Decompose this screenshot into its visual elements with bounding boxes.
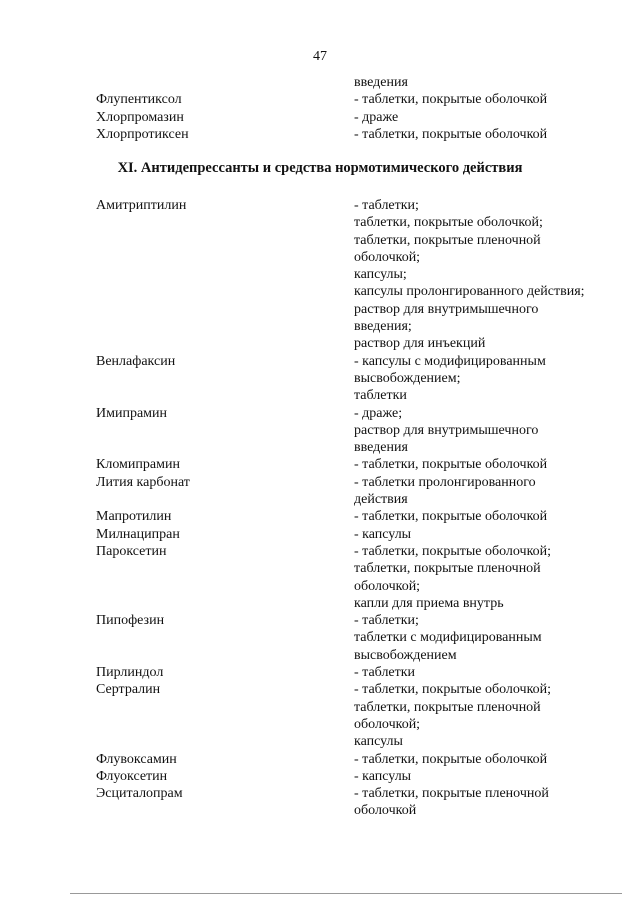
dosage-form-line: оболочкой; xyxy=(354,249,421,265)
drug-entry xyxy=(0,751,640,768)
drug-name: Пипофезин xyxy=(96,613,165,629)
drug-entry xyxy=(0,405,640,457)
dosage-form-line: - капсулы xyxy=(354,768,412,784)
dosage-form-line: таблетки, покрытые пленочной xyxy=(354,232,541,248)
dosage-form-line: капсулы; xyxy=(354,267,407,283)
dosage-form-line: раствор для внутримышечного xyxy=(354,422,539,438)
drug-entry xyxy=(0,768,640,785)
dosage-forms xyxy=(354,405,624,457)
drug-entry xyxy=(0,353,640,405)
drug-entry xyxy=(0,197,640,353)
dosage-form-line: оболочкой; xyxy=(354,716,421,732)
drug-name: Флувоксамин xyxy=(96,751,177,767)
dosage-form-line: таблетки, покрытые оболочкой; xyxy=(354,215,543,231)
dosage-form-line: таблетки с модифицированным xyxy=(354,630,542,646)
drug-entry xyxy=(0,508,640,525)
dosage-form-line: таблетки, покрытые пленочной xyxy=(354,699,541,715)
drug-entry xyxy=(0,664,640,681)
scan-edge-line xyxy=(70,893,622,894)
drug-entry xyxy=(0,74,640,91)
drug-entry xyxy=(0,612,640,664)
dosage-form-line: раствор для инъекций xyxy=(354,336,486,352)
dosage-form-line: - таблетки пролонгированного xyxy=(354,474,536,490)
dosage-forms xyxy=(354,612,624,664)
dosage-form-line: высвобождением; xyxy=(354,370,461,386)
dosage-forms xyxy=(354,474,624,509)
drug-name: Сертралин xyxy=(96,682,161,698)
dosage-forms xyxy=(354,126,624,143)
dosage-forms xyxy=(354,74,624,91)
dosage-forms xyxy=(354,508,624,525)
dosage-form-line: оболочкой; xyxy=(354,578,421,594)
dosage-form-line: - таблетки; xyxy=(354,613,419,629)
dosage-form-line: - таблетки, покрытые оболочкой xyxy=(354,457,548,473)
drug-name: Хлорпромазин xyxy=(96,109,184,125)
drug-name: Пирлиндол xyxy=(96,665,164,681)
dosage-form-line: - капсулы xyxy=(354,526,412,542)
dosage-forms xyxy=(354,526,624,543)
drug-entry xyxy=(0,785,640,820)
section-title: XI. Антидепрессанты и средства нормотимического действия xyxy=(117,160,523,176)
dosage-forms xyxy=(354,664,624,681)
dosage-forms xyxy=(354,681,624,750)
drug-name: Имипрамин xyxy=(96,405,168,421)
drug-entry xyxy=(0,543,640,612)
dosage-form-line: таблетки xyxy=(354,388,407,404)
dosage-form-line: введения xyxy=(354,440,408,456)
drug-entry xyxy=(0,681,640,750)
dosage-form-line: капли для приема внутрь xyxy=(354,595,504,611)
dosage-form-line: раствор для внутримышечного xyxy=(354,301,539,317)
antidepressant-drug-list xyxy=(0,197,640,820)
drug-name: Лития карбонат xyxy=(96,474,190,490)
dosage-form-line: - таблетки, покрытые оболочкой xyxy=(354,92,548,108)
dosage-form-line: - таблетки xyxy=(354,665,416,681)
drug-name: Флуоксетин xyxy=(96,768,168,784)
drug-entry xyxy=(0,126,640,143)
dosage-forms xyxy=(354,768,624,785)
dosage-form-line: - таблетки, покрытые оболочкой xyxy=(354,509,548,525)
drug-name: Амитриптилин xyxy=(96,198,187,213)
dosage-form-line: капсулы xyxy=(354,734,403,750)
drug-name: Кломипрамин xyxy=(96,457,180,473)
drug-entry xyxy=(0,109,640,126)
drug-name: Пароксетин xyxy=(96,543,167,559)
dosage-forms xyxy=(354,91,624,108)
dosage-form-line: - таблетки, покрытые оболочкой xyxy=(354,751,548,767)
drug-name: Хлорпротиксен xyxy=(96,126,189,142)
dosage-forms xyxy=(354,543,624,612)
dosage-forms xyxy=(354,456,624,473)
dosage-forms xyxy=(354,109,624,126)
dosage-forms xyxy=(354,785,624,820)
drug-name: Эсциталопрам xyxy=(96,786,183,802)
dosage-form-line: действия xyxy=(354,492,408,508)
dosage-form-line: - таблетки, покрытые оболочкой; xyxy=(354,682,552,698)
dosage-form-line: капсулы пролонгированного действия; xyxy=(354,284,585,300)
dosage-form-line: введения; xyxy=(354,319,412,335)
top-drug-list xyxy=(0,74,640,143)
page-number: 47 xyxy=(313,49,327,64)
dosage-form-line: таблетки, покрытые пленочной xyxy=(354,561,541,577)
dosage-form-line: - таблетки, покрытые пленочной xyxy=(354,786,549,802)
drug-entry xyxy=(0,474,640,509)
dosage-form-line: - драже; xyxy=(354,405,403,421)
drug-name: Мапротилин xyxy=(96,509,172,525)
dosage-forms xyxy=(354,751,624,768)
drug-entry xyxy=(0,91,640,108)
drug-name: Венлафаксин xyxy=(96,353,176,369)
drug-entry xyxy=(0,526,640,543)
dosage-form-line: - капсулы с модифицированным xyxy=(354,353,546,369)
dosage-form-line: - таблетки, покрытые оболочкой xyxy=(354,126,548,142)
drug-name: Флупентиксол xyxy=(96,92,182,108)
dosage-forms xyxy=(354,353,624,405)
dosage-form-line: высвобождением xyxy=(354,647,457,663)
dosage-forms xyxy=(354,197,624,353)
drug-name: Милнаципран xyxy=(96,526,180,542)
dosage-form-line: - таблетки, покрытые оболочкой; xyxy=(354,543,552,559)
dosage-form-line: введения xyxy=(354,75,408,90)
dosage-form-line: - драже xyxy=(354,109,399,125)
dosage-form-line: оболочкой xyxy=(354,803,417,819)
drug-entry xyxy=(0,456,640,473)
dosage-form-line: - таблетки; xyxy=(354,198,419,213)
